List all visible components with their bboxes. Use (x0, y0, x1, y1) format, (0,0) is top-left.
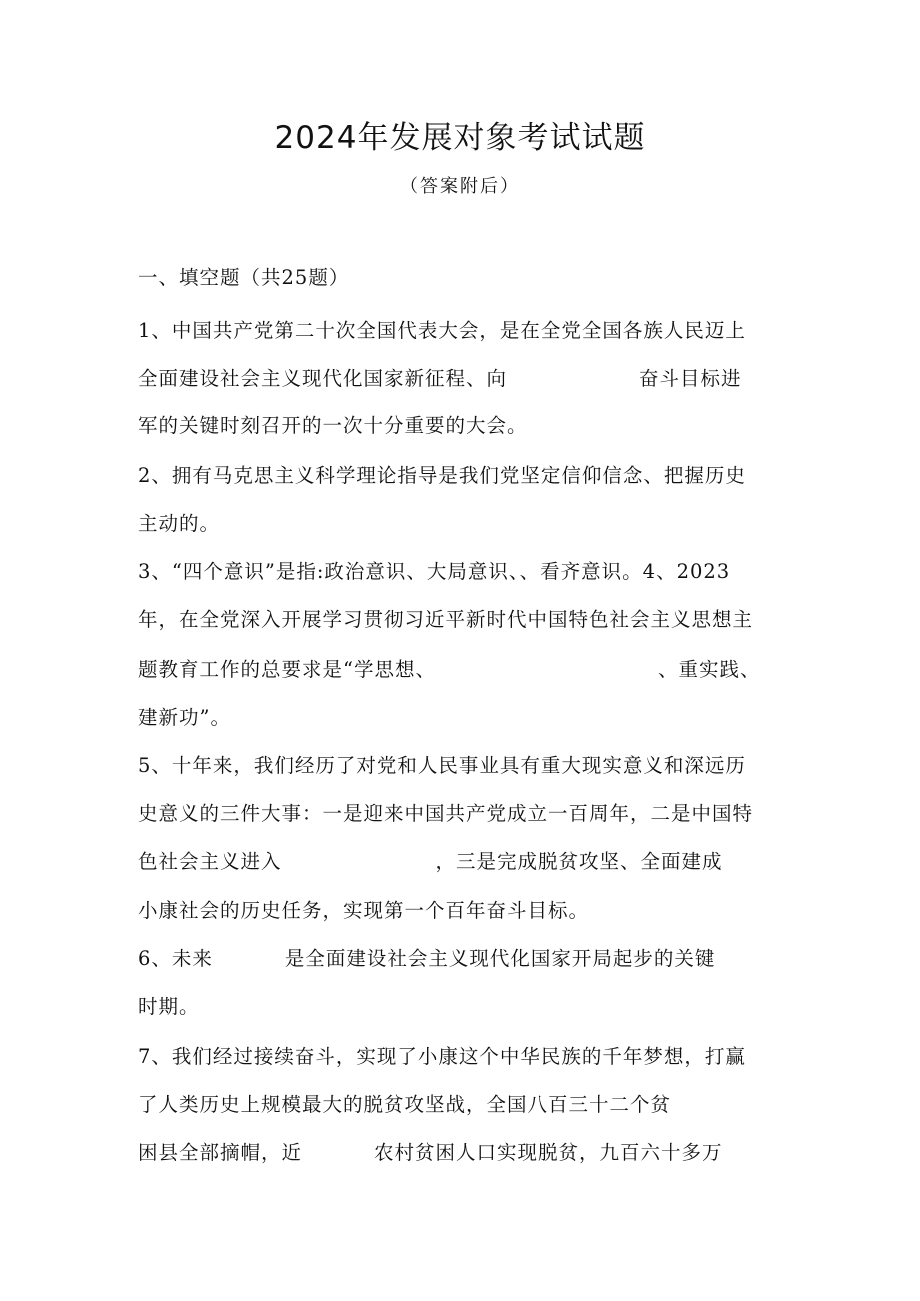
question-4-line-2: 年，在全党深入开展学习贯彻习近平新时代中国特色社会主义思想主 (138, 608, 754, 631)
question-1-line-3: 军的关键时刻召开的一次十分重要的大会。 (138, 414, 528, 437)
question-6-line-2: 时期。 (138, 995, 200, 1018)
document-subtitle: （答案附后） (400, 176, 520, 197)
question-7-line-1: 7、我们经过接续奋斗，实现了小康这个中华民族的千年梦想，打赢 (138, 1045, 746, 1068)
question-6-line-1-part-b: 是全面建设社会主义现代化国家开局起步的关键 (284, 947, 716, 970)
question-7-line-3-part-b: 农村贫困人口实现脱贫，九百六十多万 (374, 1141, 723, 1164)
question-1-line-2-part-b: 奋斗目标进 (639, 367, 742, 390)
question-4-line-3-part-a: 题教育工作的总要求是“学思想、 (138, 658, 436, 681)
question-5-line-3-part-b: ，三是完成脱贫攻坚、全面建成 (435, 850, 723, 873)
question-1-line-1: 1、中国共产党第二十次全国代表大会，是在全党全国各族人民迈上 (138, 319, 746, 342)
question-6-line-1-part-a: 6、未来 (138, 947, 213, 970)
question-7-line-3-part-a: 困县全部摘帽，近 (138, 1141, 303, 1164)
question-3-line-1: 3、“四个意识”是指:政治意识、大局意识、、看齐意识。4、2023 (138, 560, 731, 583)
question-5-line-1: 5、十年来，我们经历了对党和人民事业具有重大现实意义和深远历 (138, 754, 746, 777)
question-6-line-1 (138, 943, 715, 971)
question-4-line-4: 建新功”。 (138, 706, 231, 729)
question-4-line-3-part-b: 、重实践、 (657, 658, 761, 681)
question-7-line-3 (138, 1137, 723, 1165)
question-7-line-2: 了人类历史上规模最大的脱贫攻坚战，全国八百三十二个贫 (138, 1093, 672, 1116)
question-4-line-3 (138, 654, 761, 682)
document-title: 2024年发展对象考试试题 (274, 120, 646, 156)
question-1-line-2-part-a: 全面建设社会主义现代化国家新征程、向 (138, 367, 508, 390)
section-heading: 一、填空题（共25题） (138, 266, 350, 289)
question-5-line-3 (138, 846, 723, 874)
question-2-line-1: 2、拥有马克思主义科学理论指导是我们党坚定信仰信念、把握历史 (138, 464, 746, 487)
question-1-line-2 (138, 363, 742, 391)
question-5-line-4: 小康社会的历史任务，实现第一个百年奋斗目标。 (138, 899, 590, 922)
question-5-line-3-part-a: 色社会主义进入 (138, 850, 282, 873)
question-5-line-2: 史意义的三件大事：一是迎来中国共产党成立一百周年，二是中国特 (138, 802, 754, 825)
question-2-line-2: 主动的。 (138, 512, 221, 535)
